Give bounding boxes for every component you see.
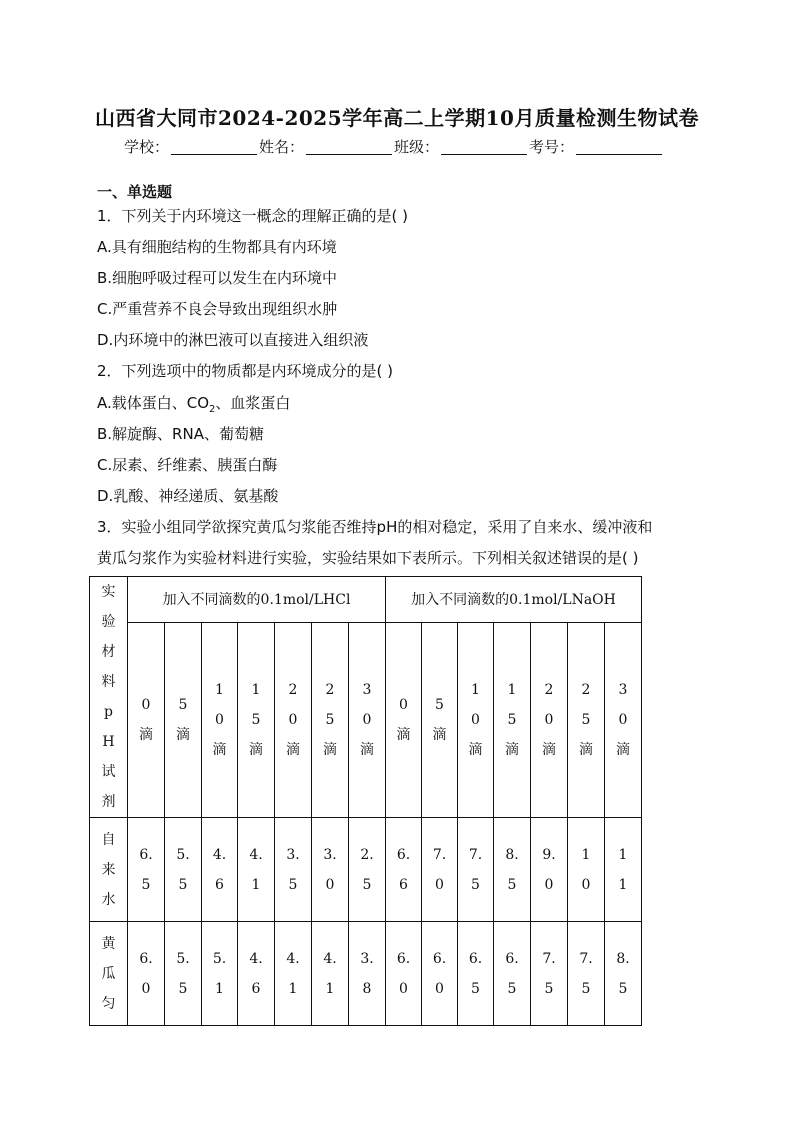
ph-value-cell: 6.0	[422, 922, 458, 1026]
drop-count-header: 5滴	[422, 623, 458, 818]
page-title: 山西省大同市2024-2025学年高二上学期10月质量检测生物试卷	[95, 106, 699, 130]
student-info-row	[124, 136, 664, 157]
drop-count-header: 0滴	[386, 623, 422, 818]
question-2-option-c: C.尿素、纤维素、胰蛋白酶	[97, 456, 278, 474]
ph-value-cell: 5.1	[202, 922, 238, 1026]
school-blank[interactable]	[171, 140, 257, 155]
ph-value-cell: 3.0	[312, 818, 349, 922]
drop-count-header: 20滴	[531, 623, 568, 818]
name-blank[interactable]	[306, 140, 392, 155]
ph-value-cell: 8.5	[494, 818, 531, 922]
ph-value-cell: 5.5	[165, 922, 202, 1026]
option-a-part1: A.载体蛋白、CO	[97, 394, 210, 412]
class-label: 班级：	[394, 138, 440, 156]
class-blank[interactable]	[441, 140, 527, 155]
drop-count-header: 25滴	[312, 623, 349, 818]
ph-value-cell: 5.5	[165, 818, 202, 922]
question-1-option-a: A.具有细胞结构的生物都具有内环境	[97, 238, 337, 256]
ph-value-cell: 7.5	[568, 922, 605, 1026]
drop-count-header: 5滴	[165, 623, 202, 818]
table-row	[90, 818, 642, 922]
ph-value-cell: 4.6	[238, 922, 275, 1026]
question-3-stem-line1: 3．实验小组同学欲探究黄瓜匀浆能否维持pH的相对稳定，采用了自来水、缓冲液和	[97, 518, 653, 536]
exam-number-label: 考号：	[529, 138, 575, 156]
drop-count-header: 15滴	[238, 623, 275, 818]
drop-count-header: 30滴	[605, 623, 642, 818]
question-1-option-b: B.细胞呼吸过程可以发生在内环境中	[97, 269, 338, 287]
ph-value-cell: 7.5	[531, 922, 568, 1026]
co2-subscript: 2	[209, 404, 216, 415]
question-1-option-c: C.严重营养不良会导致出现组织水肿	[97, 300, 338, 318]
section-title: 一、单选题	[97, 183, 173, 201]
school-label: 学校：	[124, 138, 170, 156]
ph-value-cell: 6.6	[386, 818, 422, 922]
ph-value-cell: 6.5	[494, 922, 531, 1026]
name-label: 姓名：	[259, 138, 305, 156]
question-2-option-a	[97, 392, 290, 415]
drop-count-header: 10滴	[458, 623, 494, 818]
ph-value-cell: 4.6	[202, 818, 238, 922]
drop-count-header: 20滴	[275, 623, 312, 818]
drop-count-header: 10滴	[202, 623, 238, 818]
ph-value-cell: 7.0	[422, 818, 458, 922]
ph-value-cell: 4.1	[238, 818, 275, 922]
ph-value-cell: 7.5	[458, 818, 494, 922]
question-2-option-b: B.解旋酶、RNA、葡萄糖	[97, 425, 264, 443]
ph-value-cell: 8.5	[605, 922, 642, 1026]
ph-value-cell: 6.5	[458, 922, 494, 1026]
ph-value-cell: 6.0	[386, 922, 422, 1026]
ph-value-cell: 3.5	[275, 818, 312, 922]
drop-count-header: 30滴	[349, 623, 386, 818]
ph-value-cell: 11	[605, 818, 642, 922]
question-1-option-d: D.内环境中的淋巴液可以直接进入组织液	[97, 331, 369, 349]
ph-value-cell: 3.8	[349, 922, 386, 1026]
ph-value-cell: 4.1	[275, 922, 312, 1026]
question-2-stem: 2．下列选项中的物质都是内环境成分的是( )	[97, 362, 394, 380]
hcl-group-header: 加入不同滴数的0.1mol/LHCl	[128, 577, 386, 623]
question-3-stem-line2: 黄瓜匀浆作为实验材料进行实验，实验结果如下表所示。下列相关叙述错误的是( )	[97, 549, 639, 567]
table-row	[90, 922, 642, 1026]
ph-value-cell: 4.1	[312, 922, 349, 1026]
exam-number-blank[interactable]	[576, 140, 662, 155]
question-1-stem: 1．下列关于内环境这一概念的理解正确的是( )	[97, 207, 409, 225]
drop-count-header: 25滴	[568, 623, 605, 818]
drops-header-row	[90, 623, 642, 818]
row-material-label: 自来水	[90, 818, 128, 922]
row-material-label: 黄瓜匀	[90, 922, 128, 1026]
question-2-option-d: D.乳酸、神经递质、氨基酸	[97, 487, 279, 505]
naoh-group-header: 加入不同滴数的0.1mol/LNaOH	[386, 577, 642, 623]
ph-value-cell: 6.0	[128, 922, 165, 1026]
ph-data-table	[89, 576, 642, 1026]
ph-value-cell: 10	[568, 818, 605, 922]
ph-value-cell: 9.0	[531, 818, 568, 922]
drop-count-header: 0滴	[128, 623, 165, 818]
table-corner-header: 实验材料pH试剂	[90, 577, 128, 818]
option-a-part2: 、血浆蛋白	[215, 394, 291, 412]
ph-value-cell: 2.5	[349, 818, 386, 922]
ph-value-cell: 6.5	[128, 818, 165, 922]
drop-count-header: 15滴	[494, 623, 531, 818]
